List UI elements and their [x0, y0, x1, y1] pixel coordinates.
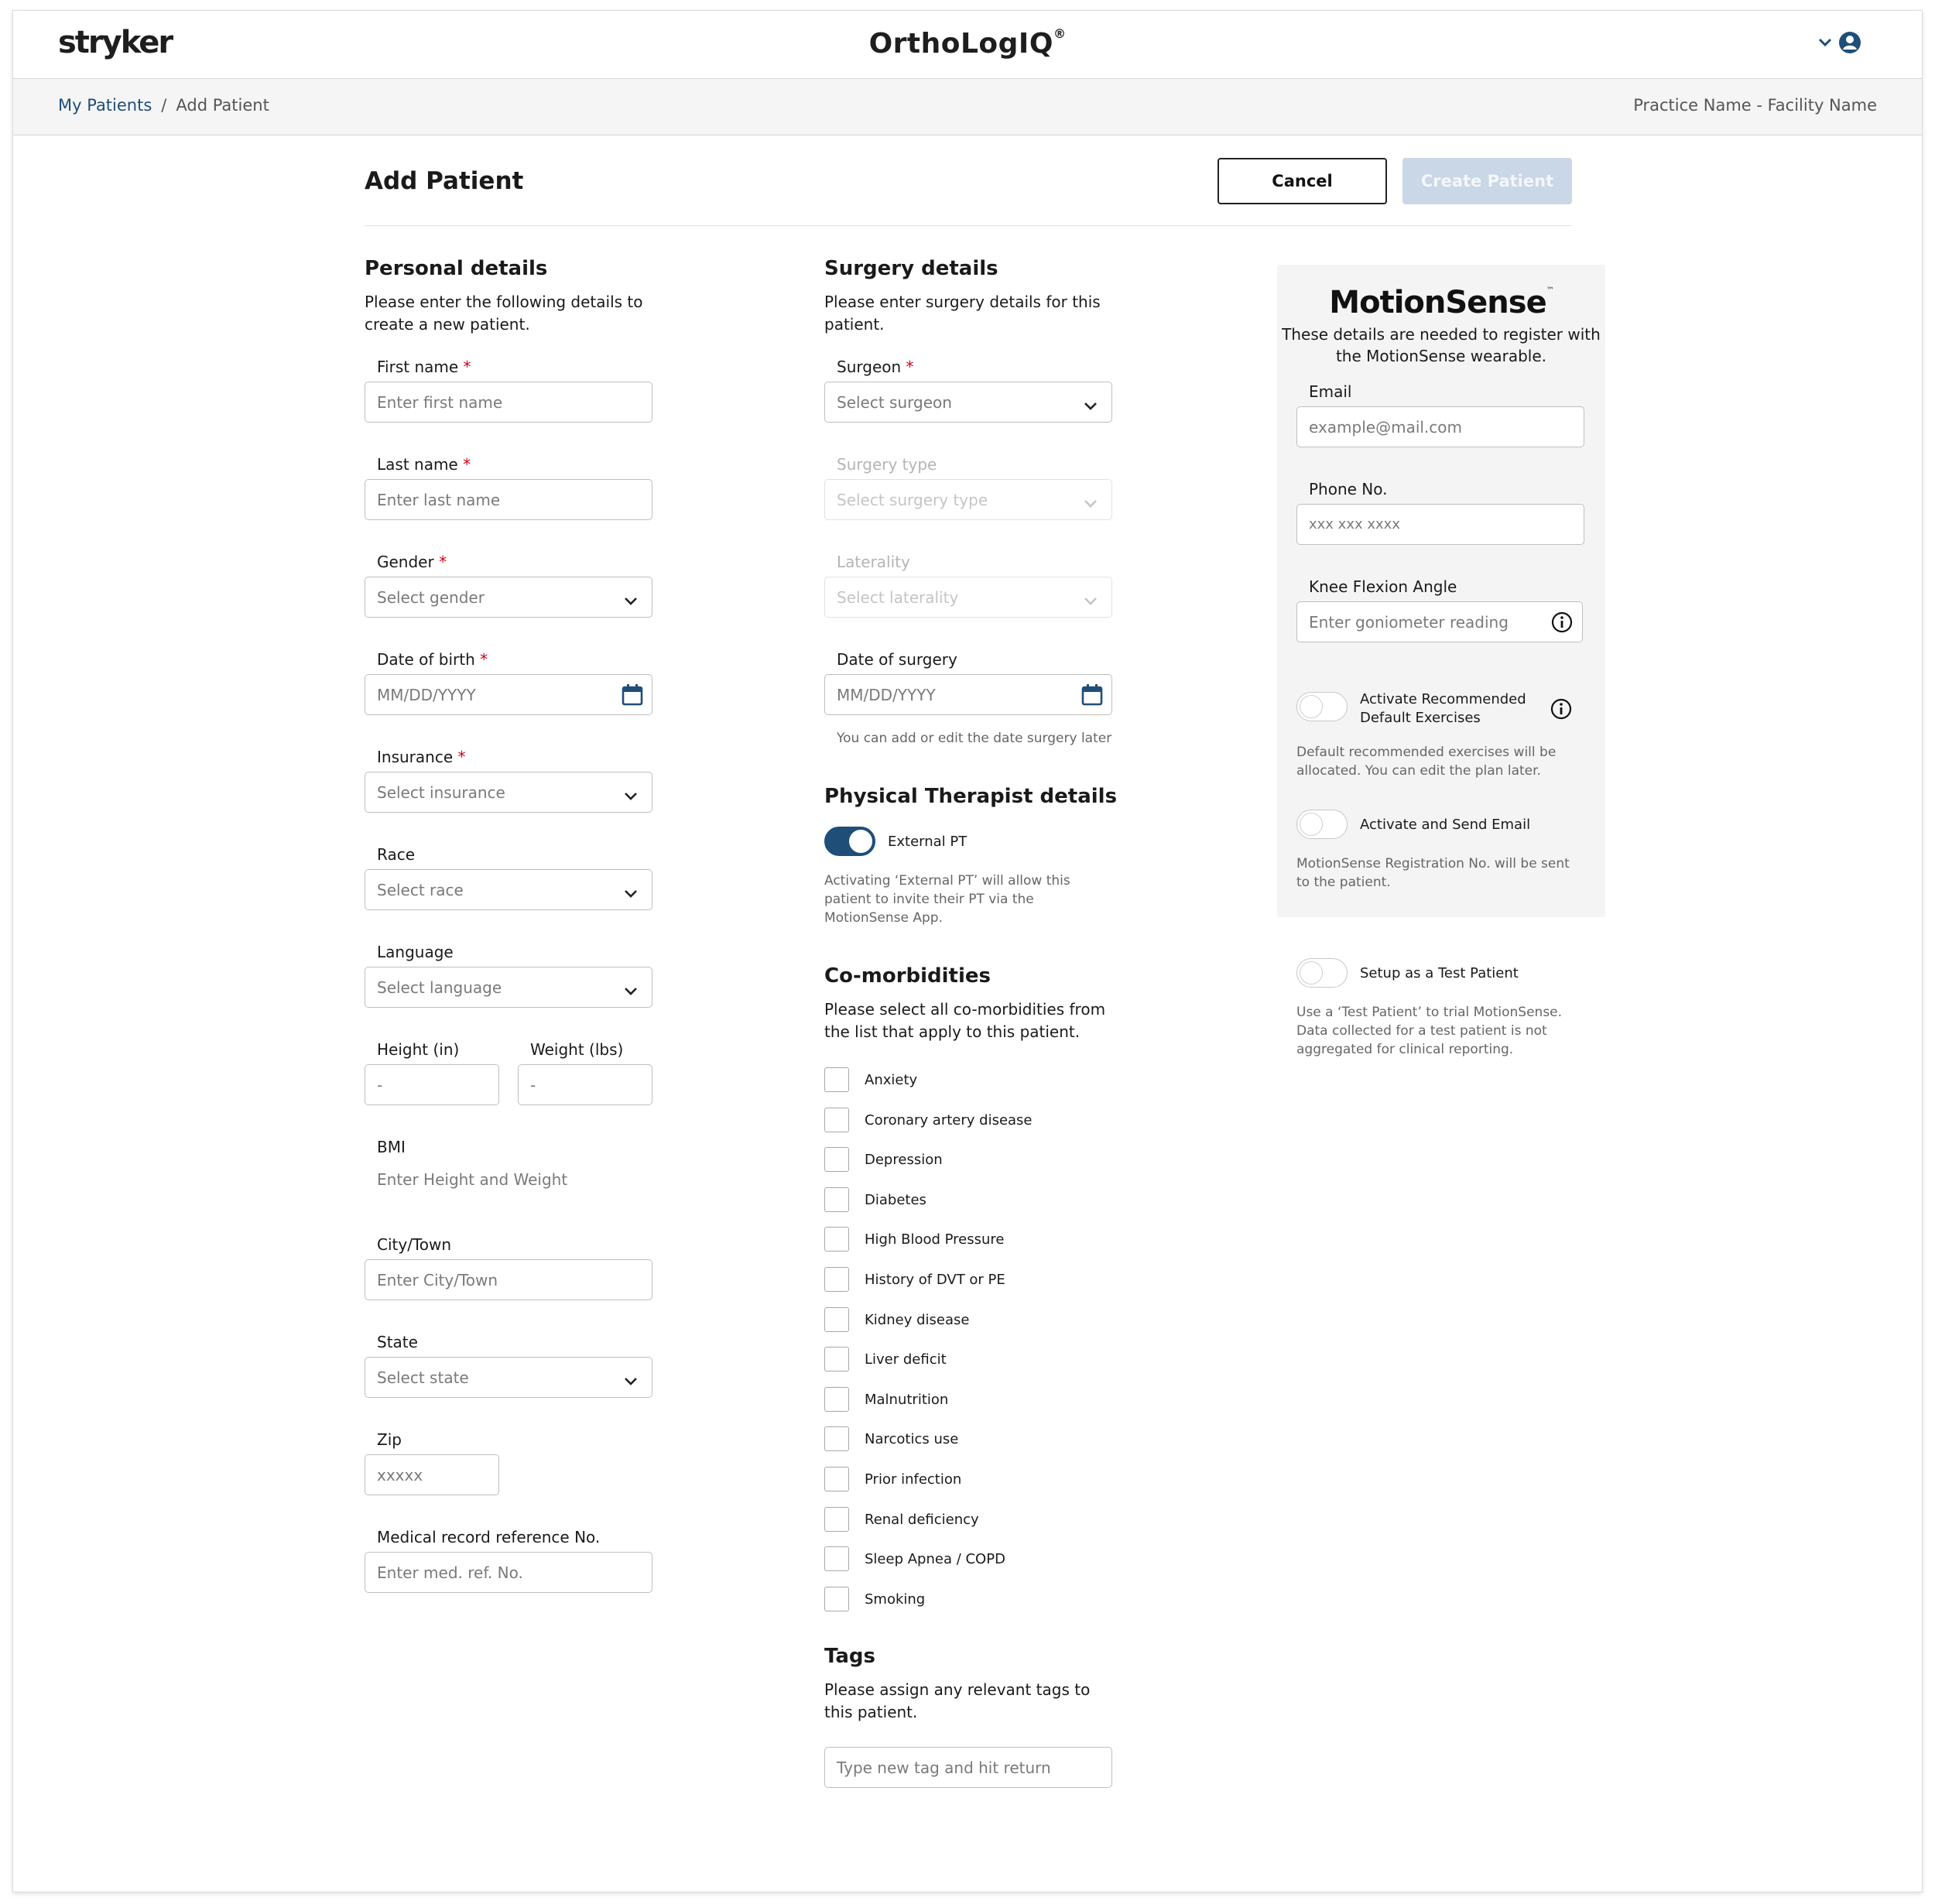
facility-name: Practice Name - Facility Name — [1633, 96, 1877, 115]
surgery-date-placeholder: MM/DD/YYYY — [837, 685, 936, 704]
last-name-input[interactable]: Enter last name — [365, 479, 652, 520]
comorbidity-option[interactable] — [824, 1108, 1033, 1132]
last-name-label: Last name * — [377, 455, 471, 474]
ms-knee-placeholder: Enter goniometer reading — [1309, 612, 1509, 632]
race-label: Race — [377, 845, 416, 864]
calendar-icon[interactable] — [1081, 683, 1104, 711]
breadcrumb-separator: / — [161, 96, 167, 115]
dob-input[interactable] — [365, 674, 652, 715]
insurance-label: Insurance * — [377, 748, 466, 766]
app-title: OrthoLogIQ® — [868, 26, 1067, 60]
chevron-down-icon — [624, 981, 638, 1000]
height-label: Height (in) — [377, 1040, 460, 1059]
toggle-knob — [1300, 961, 1323, 985]
laterality-select-value: Select laterality — [837, 587, 959, 607]
user-circle-icon[interactable] — [1838, 31, 1861, 54]
comorbidity-checkbox[interactable] — [824, 1387, 849, 1412]
city-input[interactable]: Enter City/Town — [365, 1259, 652, 1300]
comorbidity-checkbox[interactable] — [824, 1267, 849, 1292]
comorbidity-option[interactable] — [824, 1387, 948, 1412]
chevron-down-icon — [1084, 396, 1098, 415]
breadcrumb-bar — [13, 79, 1922, 135]
comorbidity-label: Renal deficiency — [865, 1511, 979, 1528]
comorbidity-checkbox[interactable] — [824, 1108, 849, 1132]
chevron-down-icon — [624, 884, 638, 902]
cancel-button[interactable]: Cancel — [1218, 158, 1387, 204]
personal-details-header — [365, 257, 651, 336]
comorbidity-label: Smoking — [865, 1591, 926, 1608]
laterality-label: Laterality — [837, 553, 910, 571]
surgeon-select[interactable] — [824, 382, 1112, 423]
comorbidity-label: Prior infection — [865, 1471, 962, 1488]
race-select[interactable] — [365, 869, 652, 910]
surgery-details-header — [824, 257, 1111, 336]
state-select-value: Select state — [377, 1368, 469, 1387]
weight-label: Weight (lbs) — [530, 1040, 624, 1059]
info-icon[interactable] — [1550, 698, 1572, 723]
calendar-icon[interactable] — [621, 683, 644, 711]
chevron-down-icon[interactable] — [1818, 38, 1832, 47]
toggle-knob — [1300, 695, 1323, 718]
default-exercises-label: Activate Recommended Default Exercises — [1360, 691, 1526, 726]
ms-knee-input[interactable] — [1296, 601, 1583, 642]
comorbidity-label: Liver deficit — [865, 1351, 947, 1368]
comorbidity-checkbox[interactable] — [824, 1307, 849, 1332]
header-divider — [365, 225, 1572, 226]
info-icon[interactable] — [1551, 611, 1573, 637]
page-title: Add Patient — [365, 167, 524, 195]
app-window — [12, 10, 1923, 1892]
zip-input[interactable]: xxxxx — [365, 1454, 499, 1495]
comorbidity-option[interactable] — [824, 1546, 1005, 1571]
tags-description: Please assign any relevant tags to this patient. — [824, 1680, 1091, 1721]
user-menu[interactable] — [1818, 31, 1861, 54]
comorbidity-label: Diabetes — [865, 1191, 926, 1208]
city-label: City/Town — [377, 1235, 452, 1254]
comorbidity-option[interactable] — [824, 1187, 926, 1212]
top-bar — [13, 11, 1922, 79]
external-pt-toggle[interactable] — [824, 827, 875, 856]
first-name-input[interactable]: Enter first name — [365, 382, 652, 423]
ms-phone-label: Phone No. — [1309, 480, 1388, 498]
insurance-select-value: Select insurance — [377, 782, 505, 802]
motionsense-logo: MotionSense™ — [1329, 285, 1553, 320]
height-input[interactable]: - — [365, 1064, 499, 1105]
breadcrumb — [58, 96, 269, 115]
send-email-label: Activate and Send Email — [1360, 817, 1531, 833]
comorbidity-checkbox[interactable] — [824, 1147, 849, 1172]
breadcrumb-my-patients[interactable]: My Patients — [58, 96, 152, 115]
send-email-toggle[interactable] — [1296, 810, 1348, 839]
test-patient-help: Use a ‘Test Patient’ to trial MotionSense. Data collected for a test patient is not aggregated for clinical reporting. — [1296, 1005, 1563, 1057]
mrn-input[interactable]: Enter med. ref. No. — [365, 1552, 652, 1593]
surgery-date-input[interactable] — [824, 674, 1112, 715]
surgery-type-select — [824, 479, 1112, 520]
gender-label: Gender * — [377, 553, 447, 571]
tags-header — [824, 1645, 1111, 1724]
comorbidity-checkbox[interactable] — [824, 1227, 849, 1252]
comorbidity-option[interactable] — [824, 1267, 1005, 1292]
default-exercises-help: Default recommended exercises will be allocated. You can edit the plan later. — [1296, 745, 1557, 779]
comorbidity-option[interactable] — [824, 1507, 979, 1532]
comorbidity-label: History of DVT or PE — [865, 1271, 1005, 1288]
first-name-label: First name * — [377, 358, 471, 376]
comorbidities-description: Please select all co-morbidities from the list that apply to this patient. — [824, 1000, 1106, 1041]
race-select-value: Select race — [377, 880, 464, 899]
comorbidity-label: Narcotics use — [865, 1430, 959, 1447]
external-pt-label: External PT — [888, 834, 968, 850]
comorbidity-option[interactable] — [824, 1347, 947, 1371]
comorbidity-checkbox[interactable] — [824, 1467, 849, 1491]
language-label: Language — [377, 943, 454, 961]
pt-details-title: Physical Therapist details — [824, 785, 1118, 808]
test-patient-label: Setup as a Test Patient — [1360, 965, 1519, 981]
ms-knee-label: Knee Flexion Angle — [1309, 577, 1457, 596]
comorbidity-label: Kidney disease — [865, 1311, 970, 1328]
bmi-label: BMI — [377, 1138, 406, 1156]
comorbidity-label: High Blood Pressure — [865, 1231, 1005, 1248]
laterality-select — [824, 577, 1112, 618]
comorbidity-checkbox[interactable] — [824, 1347, 849, 1371]
comorbidities-title: Co-morbidities — [824, 964, 991, 988]
comorbidity-checkbox[interactable] — [824, 1426, 849, 1451]
ms-email-label: Email — [1309, 382, 1352, 401]
state-label: State — [377, 1333, 418, 1351]
comorbidity-checkbox[interactable] — [824, 1187, 849, 1212]
toggle-knob — [849, 830, 872, 853]
weight-input[interactable]: - — [518, 1064, 652, 1105]
chevron-down-icon — [624, 591, 638, 610]
language-select-value: Select language — [377, 978, 502, 997]
comorbidity-option[interactable] — [824, 1067, 917, 1092]
surgery-details-description: Please enter surgery details for this patient. — [824, 293, 1101, 334]
comorbidity-checkbox[interactable] — [824, 1507, 849, 1532]
motionsense-description: These details are needed to register with the MotionSense wearable. — [1282, 325, 1601, 365]
surgery-date-label: Date of surgery — [837, 650, 957, 669]
comorbidity-option[interactable] — [824, 1426, 958, 1451]
state-select[interactable] — [365, 1357, 652, 1398]
comorbidity-label: Malnutrition — [865, 1391, 949, 1408]
surgery-details-title: Surgery details — [824, 257, 998, 280]
dob-label: Date of birth * — [377, 650, 488, 669]
bmi-value: Enter Height and Weight — [377, 1170, 568, 1189]
ms-phone-input[interactable]: xxx xxx xxxx — [1296, 504, 1584, 545]
tags-title: Tags — [824, 1645, 876, 1668]
send-email-help: MotionSense Registration No. will be sent to the patient. — [1296, 856, 1570, 890]
surgeon-label: Surgeon * — [837, 358, 914, 376]
personal-details-description: Please enter the following details to create a new patient. — [365, 293, 643, 334]
dob-input-placeholder: MM/DD/YYYY — [377, 685, 476, 704]
surgery-date-help: You can add or edit the date surgery later — [837, 731, 1112, 746]
insurance-select[interactable] — [365, 772, 652, 813]
surgery-type-select-value: Select surgery type — [837, 490, 988, 509]
external-pt-help: Activating ‘External PT’ will allow this patient to invite their PT via the MotionSense App. — [824, 873, 1070, 926]
mrn-label: Medical record reference No. — [377, 1528, 601, 1546]
chevron-down-icon — [624, 786, 638, 805]
chevron-down-icon — [1084, 591, 1098, 610]
gender-select-value: Select gender — [377, 587, 485, 607]
comorbidity-checkbox[interactable] — [824, 1067, 849, 1092]
comorbidity-option[interactable] — [824, 1307, 969, 1332]
comorbidity-checkbox[interactable] — [824, 1546, 849, 1571]
comorbidity-option[interactable] — [824, 1587, 925, 1611]
ms-email-input[interactable]: example@mail.com — [1296, 406, 1584, 447]
stryker-logo: stryker — [58, 25, 173, 60]
chevron-down-icon — [1084, 494, 1098, 512]
breadcrumb-current: Add Patient — [176, 96, 269, 115]
tags-input[interactable]: Type new tag and hit return — [824, 1747, 1112, 1788]
comorbidity-label: Depression — [865, 1151, 943, 1168]
zip-label: Zip — [377, 1430, 402, 1449]
surgeon-select-value: Select surgeon — [837, 392, 952, 412]
gender-select[interactable] — [365, 577, 652, 618]
chevron-down-icon — [624, 1371, 638, 1390]
personal-details-title: Personal details — [365, 257, 548, 280]
comorbidity-label: Sleep Apnea / COPD — [865, 1550, 1005, 1567]
comorbidity-option[interactable] — [824, 1467, 961, 1491]
language-select[interactable] — [365, 967, 652, 1008]
comorbidity-option[interactable] — [824, 1227, 1004, 1252]
comorbidities-header — [824, 964, 1118, 1043]
comorbidity-option[interactable] — [824, 1147, 943, 1172]
comorbidity-checkbox[interactable] — [824, 1587, 849, 1611]
create-patient-button[interactable]: Create Patient — [1402, 158, 1572, 204]
default-exercises-toggle[interactable] — [1296, 692, 1348, 721]
comorbidity-label: Anxiety — [865, 1071, 918, 1088]
toggle-knob — [1300, 813, 1323, 836]
test-patient-toggle[interactable] — [1296, 958, 1348, 988]
surgery-type-label: Surgery type — [837, 455, 937, 474]
comorbidity-label: Coronary artery disease — [865, 1111, 1033, 1128]
